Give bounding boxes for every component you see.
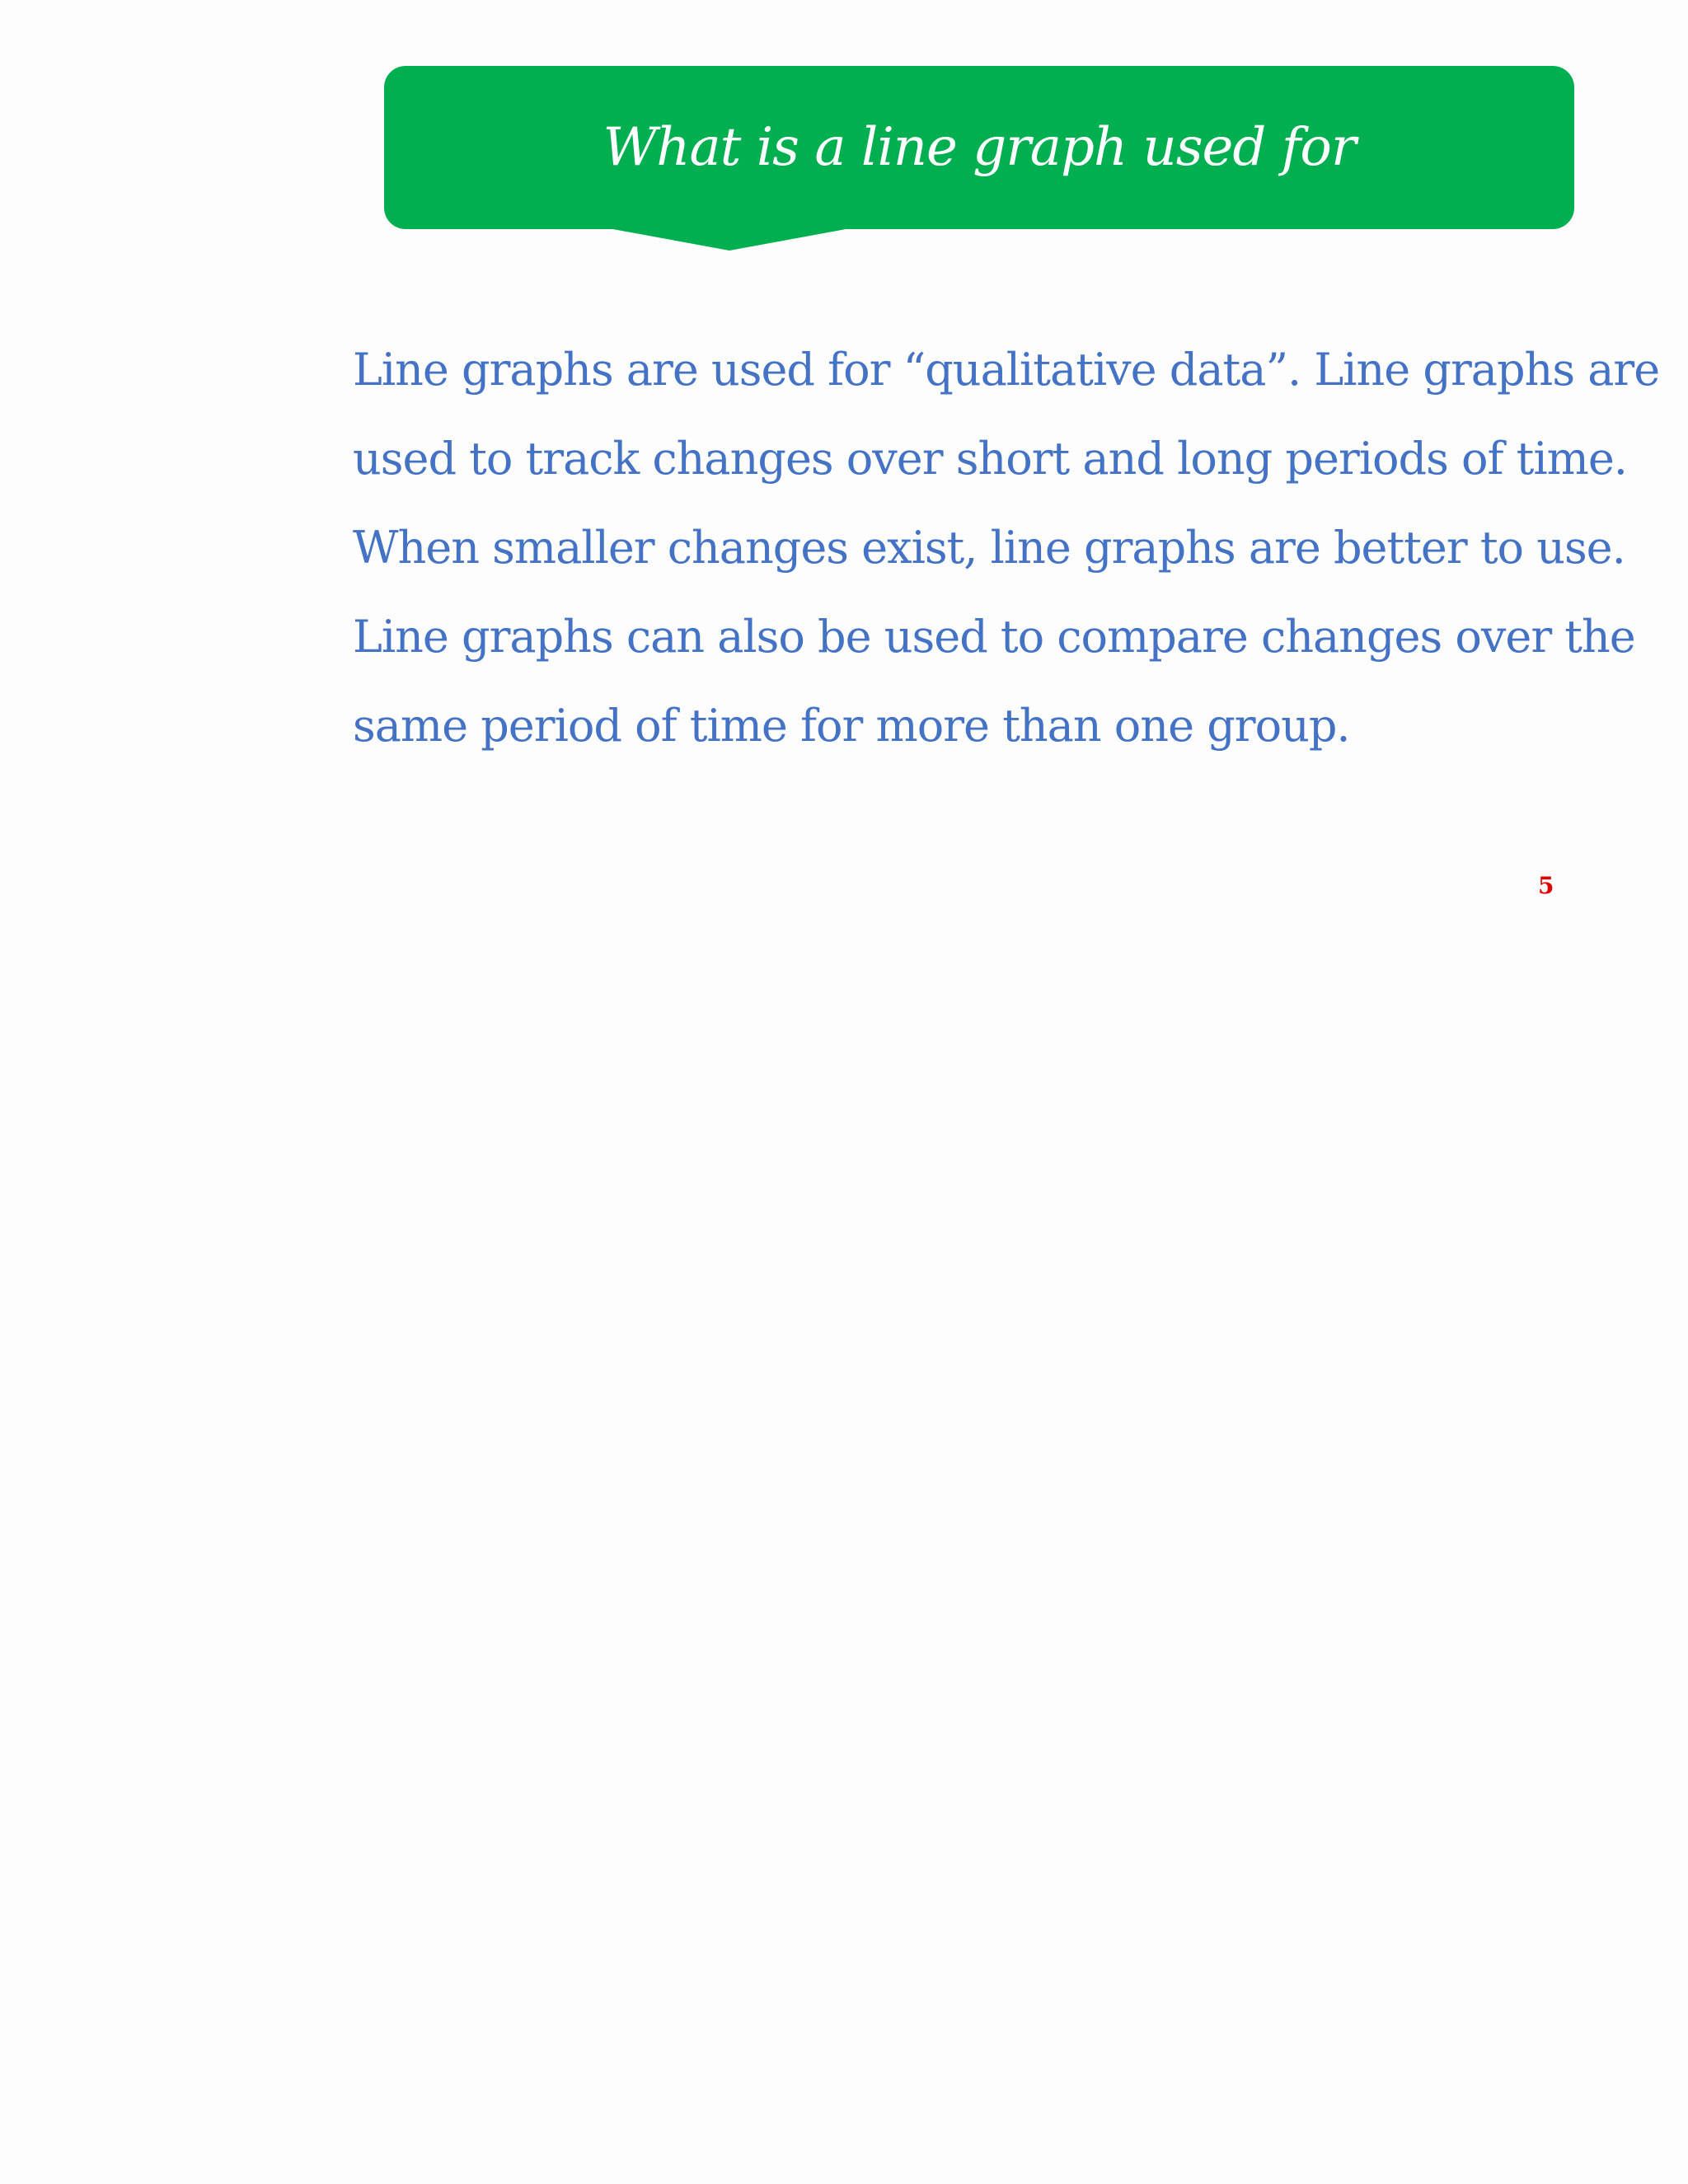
- body-line: same period of time for more than one group.: [353, 700, 1350, 752]
- page-number: 5: [1538, 872, 1554, 899]
- body-line: Line graphs can also be used to compare changes over the: [353, 611, 1635, 663]
- page-title: What is a line graph used for: [603, 117, 1356, 178]
- body-line: Line graphs are used for “qualitative data”. Line graphs are: [353, 344, 1660, 396]
- body-paragraph: [353, 326, 1660, 771]
- body-line: When smaller changes exist, line graphs are better to use.: [353, 522, 1625, 574]
- body-line: used to track changes over short and long periods of time.: [353, 433, 1627, 485]
